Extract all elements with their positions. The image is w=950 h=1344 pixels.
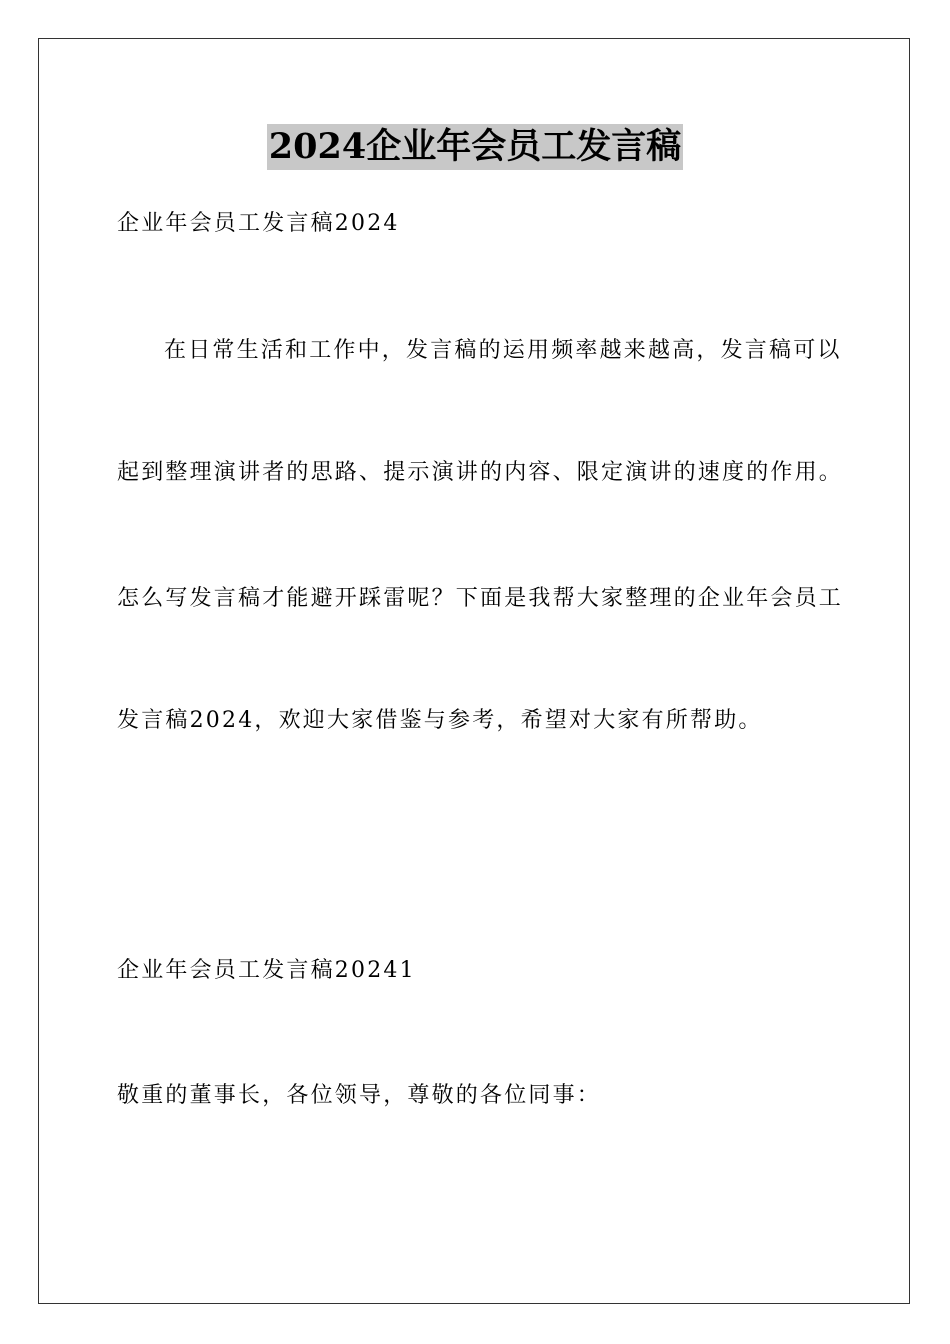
paragraph-line-2: 起到整理演讲者的思路、提示演讲的内容、限定演讲的速度的作用。 [117, 460, 844, 485]
subtitle-line: 企业年会员工发言稿2024 [117, 211, 400, 236]
salutation-line: 敬重的董事长，各位领导，尊敬的各位同事： [117, 1083, 602, 1108]
title-container [0, 124, 950, 170]
document-title: 2024企业年会员工发言稿 [267, 124, 683, 170]
paragraph-line-3: 怎么写发言稿才能避开踩雷呢？下面是我帮大家整理的企业年会员工 [117, 586, 844, 611]
paragraph-line-4: 发言稿2024，欢迎大家借鉴与参考，希望对大家有所帮助。 [117, 708, 763, 733]
paragraph-line-1: 在日常生活和工作中，发言稿的运用频率越来越高，发言稿可以 [164, 338, 842, 363]
section-heading: 企业年会员工发言稿20241 [117, 958, 416, 983]
